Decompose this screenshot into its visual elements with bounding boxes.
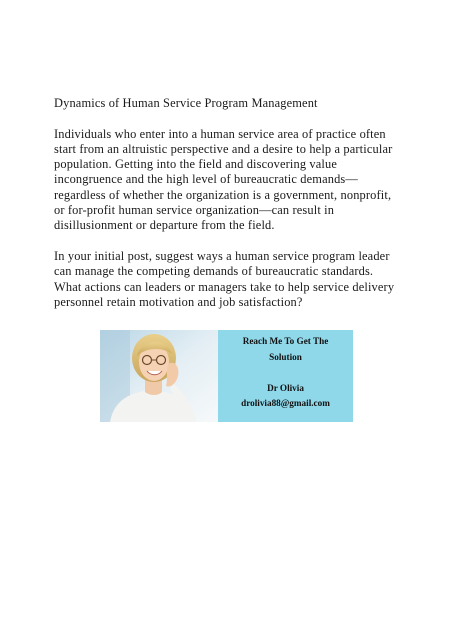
document-body — [54, 96, 399, 325]
paragraph-intro: Individuals who enter into a human service area of practice often start from an altruistic perspective and a desire to help a particular population. Getting into the field and discovering value incongruence and the high level of bureaucratic demands—regardless of whether the organization is a government, nonprofit, or for-profit human service organization—can result in disillusionment or departure from the field. — [54, 126, 393, 233]
contact-info — [218, 330, 353, 422]
contact-email[interactable]: drolivia88@gmail.com — [241, 398, 330, 408]
banner-headline-line1: Reach Me To Get The — [242, 336, 329, 346]
woman-with-glasses-photo-icon — [100, 330, 218, 422]
paragraph-prompt: In your initial post, suggest ways a human service program leader can manage the competing demands of bureaucratic standards. What actions can leaders or managers take to help service delivery personnel retain motivation and job satisfaction? — [54, 248, 395, 309]
banner-headline-line2: Solution — [269, 352, 302, 362]
contact-name: Dr Olivia — [267, 383, 304, 393]
document-title: Dynamics of Human Service Program Management — [54, 96, 318, 110]
contact-banner[interactable] — [100, 330, 353, 422]
